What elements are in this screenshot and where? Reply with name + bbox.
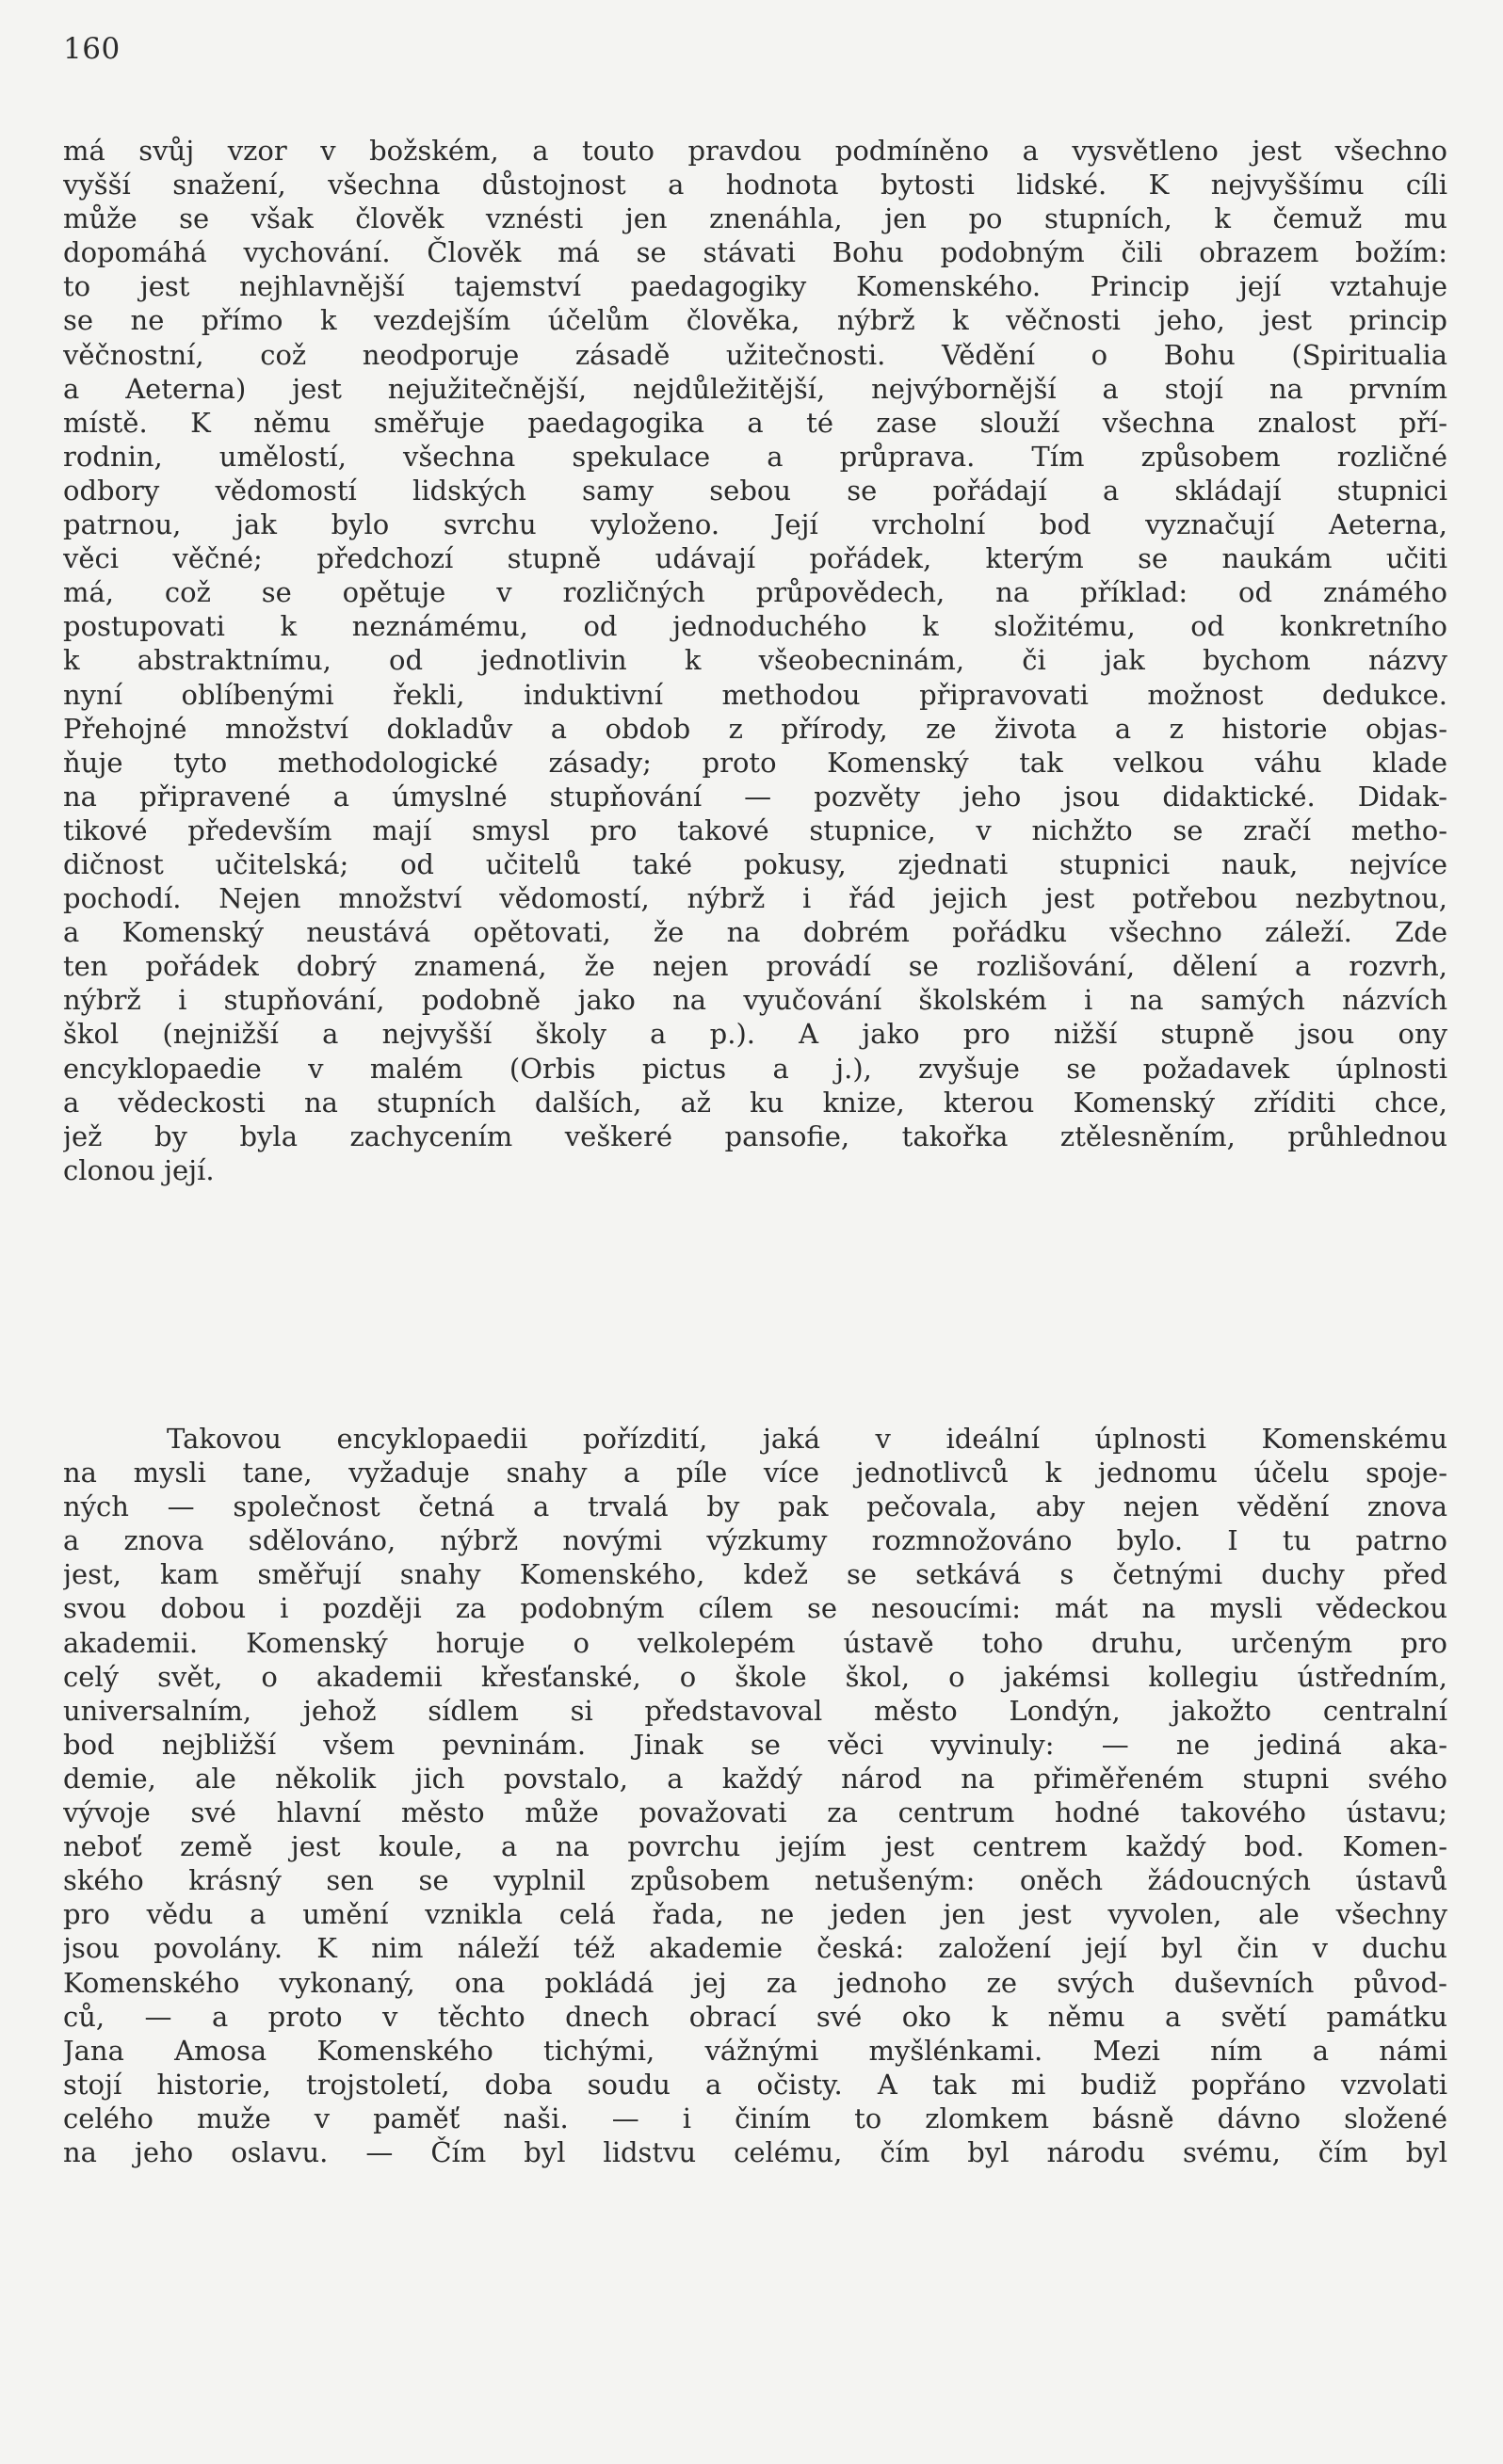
text-line: jež by byla zachycením veškeré pansofie, takořka ztělesněním, průhlednou <box>63 1119 1447 1152</box>
text-line: jsou povolány. K nim náleží též akademie česká: založení její byl čin v duchu <box>63 1932 1447 1965</box>
text-line: Přehojné množství dokladův a obdob z přírody, ze života a z historie objas- <box>63 712 1447 745</box>
text-line: dopomáhá vychování. Člověk má se stávati Bohu podobným čili obrazem božím: <box>63 236 1447 269</box>
text-line: Komenského vykonaný, ona pokládá jej za jednoho ze svých duševních původ- <box>63 1966 1447 1999</box>
paragraph-1 <box>63 134 1447 1187</box>
text-line: ňuje tyto methodologické zásady; proto Komenský tak velkou váhu klade <box>63 746 1447 779</box>
text-line: má, což se opětuje v rozličných průpovědech, na příklad: od známého <box>63 576 1447 609</box>
text-line: se ne přímo k vezdejším účelům člověka, nýbrž k věčnosti jeho, jest princip <box>63 304 1447 337</box>
text-line: patrnou, jak bylo svrchu vyloženo. Její vrcholní bod vyznačují Aeterna, <box>63 508 1447 541</box>
text-line: a Aeterna) jest nejužitečnější, nejdůležitější, nejvýbornější a stojí na prvním <box>63 372 1447 405</box>
text-line: škol (nejnižší a nejvyšší školy a p.). A jako pro nižší stupně jsou ony <box>63 1018 1447 1051</box>
text-line: clonou její. <box>63 1153 215 1186</box>
text-line: rodnin, umělostí, všechna spekulace a průprava. Tím způsobem rozličné <box>63 440 1447 473</box>
text-line: neboť země jest koule, a na povrchu jejím jest centrem každý bod. Komen- <box>63 1830 1447 1863</box>
text-line: jest, kam směřují snahy Komenského, kdež se setkává s četnými duchy před <box>63 1558 1447 1591</box>
text-line: stojí historie, trojstoletí, doba soudu a očisty. A tak mi budiž popřáno vzvolati <box>63 2068 1447 2101</box>
text-line: ten pořádek dobrý znamená, že nejen provádí se rozlišování, dělení a rozvrh, <box>63 950 1447 983</box>
text-line: nýbrž i stupňování, podobně jako na vyučování školském i na samých názvích <box>63 984 1447 1017</box>
text-line: na jeho oslavu. — Čím byl lidstvu celému, čím byl národu svému, čím byl <box>63 2135 1447 2168</box>
text-line: demie, ale několik jich povstalo, a každý národ na přiměřeném stupni svého <box>63 1762 1447 1795</box>
text-line: nyní oblíbenými řekli, induktivní methodou připravovati možnost dedukce. <box>63 678 1447 711</box>
text-line: ského krásný sen se vyplnil způsobem netušeným: oněch žádoucných ústavů <box>63 1864 1447 1897</box>
text-line: bod nejbližší všem pevninám. Jinak se věci vyvinuly: — ne jediná aka- <box>63 1728 1447 1761</box>
text-line: a znova sdělováno, nýbrž novými výzkumy rozmnožováno bylo. I tu patrno <box>63 1524 1447 1557</box>
text-line: věčnostní, což neodporuje zásadě užitečnosti. Vědění o Bohu (Spiritualia <box>63 338 1447 371</box>
text-line: vývoje své hlavní město může považovati za centrum hodné takového ústavu; <box>63 1796 1447 1829</box>
text-line: k abstraktnímu, od jednotlivin k všeobecninám, či jak bychom názvy <box>63 644 1447 677</box>
text-line: akademii. Komenský horuje o velkolepém ústavě toho druhu, určeným pro <box>63 1626 1447 1659</box>
text-line: encyklopaedie v malém (Orbis pictus a j.), zvyšuje se požadavek úplnosti <box>63 1052 1447 1085</box>
text-line: pochodí. Nejen množství vědomostí, nýbrž i řád jejich jest potřebou nezbytnou, <box>63 882 1447 915</box>
text-line: ných — společnost četná a trvalá by pak pečovala, aby nejen vědění znova <box>63 1490 1447 1523</box>
text-line: má svůj vzor v božském, a touto pravdou podmíněno a vysvětleno jest všechno <box>63 135 1447 167</box>
text-line: může se však člověk vznésti jen znenáhla, jen po stupních, k čemuž mu <box>63 202 1447 235</box>
page-number: 160 <box>63 32 121 66</box>
text-line: Jana Amosa Komenského tichými, vážnými myšlénkami. Mezi ním a námi <box>63 2034 1447 2067</box>
text-line: universalním, jehož sídlem si představoval město Londýn, jakožto centralní <box>63 1694 1447 1727</box>
text-line: a vědeckosti na stupních dalších, až ku knize, kterou Komenský zříditi chce, <box>63 1086 1447 1119</box>
text-line: a Komenský neustává opětovati, že na dobrém pořádku všechno záleží. Zde <box>63 916 1447 949</box>
text-line: ců, — a proto v těchto dnech obrací své oko k němu a světí památku <box>63 2000 1447 2033</box>
text-line: to jest nejhlavnější tajemství paedagogiky Komenského. Princip její vztahuje <box>63 270 1447 303</box>
text-line: celý svět, o akademii křesťanské, o škole škol, o jakémsi kollegiu ústředním, <box>63 1660 1447 1693</box>
text-line: na mysli tane, vyžaduje snahy a píle více jednotlivců k jednomu účelu spoje- <box>63 1457 1447 1490</box>
text-line: postupovati k neznámému, od jednoduchého k složitému, od konkretního <box>63 610 1447 643</box>
text-line: na připravené a úmyslné stupňování — pozvěty jeho jsou didaktické. Didak- <box>63 780 1447 813</box>
text-line: pro vědu a umění vznikla celá řada, ne jeden jen jest vyvolen, ale všechny <box>63 1898 1447 1931</box>
text-line: celého muže v paměť naši. — i činím to zlomkem básně dávno složené <box>63 2102 1447 2134</box>
text-line: místě. K němu směřuje paedagogika a té zase slouží všechna znalost pří- <box>63 406 1447 439</box>
text-line: Takovou encyklopaedii pořízdití, jaká v ideální úplnosti Komenskému <box>167 1423 1447 1455</box>
text-line: svou dobou i později za podobným cílem se nesoucími: mát na mysli vědeckou <box>63 1592 1447 1625</box>
text-line: věci věčné; předchozí stupně udávají pořádek, kterým se naukám učiti <box>63 542 1447 575</box>
text-line: odbory vědomostí lidských samy sebou se pořádají a skládají stupnici <box>63 474 1447 507</box>
text-line: vyšší snažení, všechna důstojnost a hodnota bytosti lidské. K nejvyššímu cíli <box>63 169 1447 201</box>
text-line: dičnost učitelská; od učitelů také pokusy, zjednati stupnici nauk, nejvíce <box>63 847 1447 880</box>
text-line: tikové především mají smysl pro takové stupnice, v nichžto se zračí metho- <box>63 813 1447 846</box>
paragraph-2 <box>63 1422 1447 2169</box>
